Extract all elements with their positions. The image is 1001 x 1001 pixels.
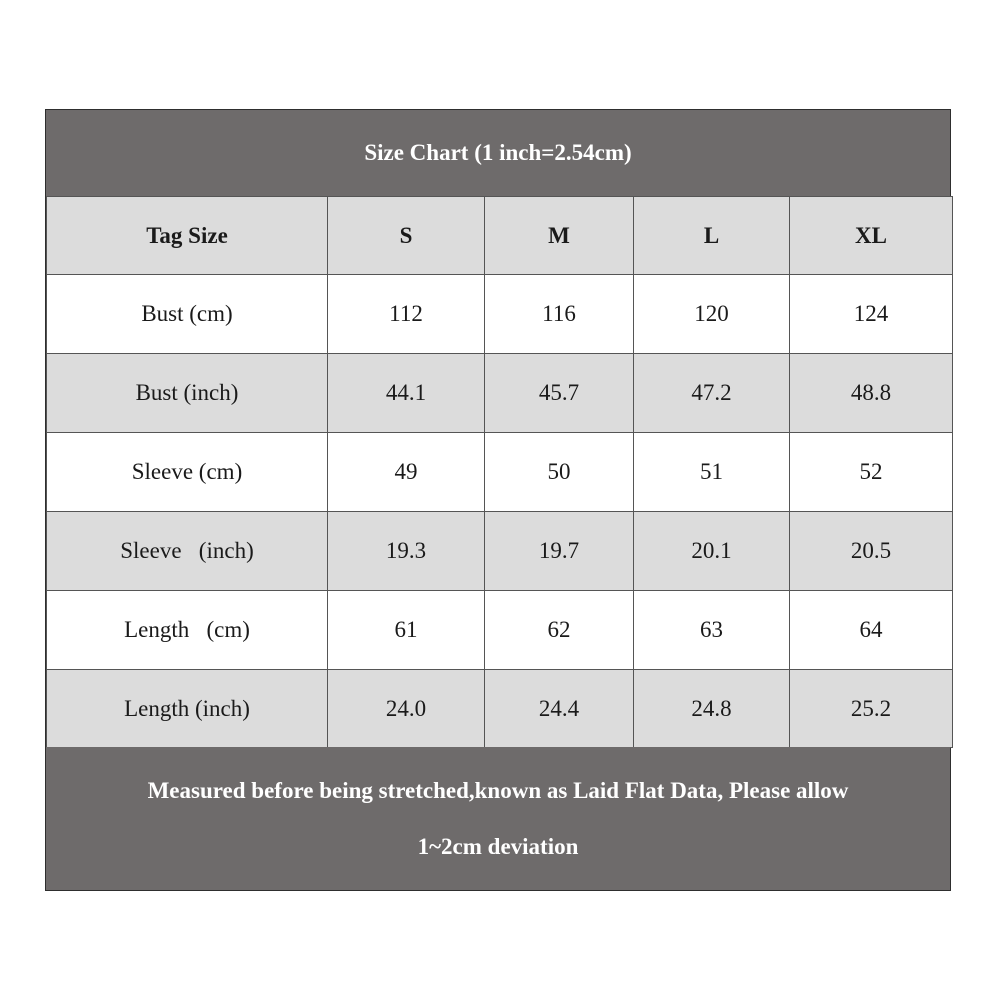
note-line-2: 1~2cm deviation [417,833,579,859]
row-label: Sleeve (inch) [47,512,328,591]
header-cell-m: M [485,197,634,275]
table-cell: 49 [328,433,485,512]
table-row [47,275,953,354]
size-chart [45,109,951,891]
note-line-1: Measured before being stretched,known as Laid Flat Data, Please allow [147,777,849,803]
table-cell: 19.3 [328,512,485,591]
table-cell: 124 [790,275,953,354]
table-cell: 20.1 [634,512,790,591]
table-row [47,354,953,433]
table-cell: 44.1 [328,354,485,433]
table-cell: 50 [485,433,634,512]
table-cell: 20.5 [790,512,953,591]
table-cell: 62 [485,591,634,670]
row-label: Length (inch) [47,670,328,748]
table-cell: 61 [328,591,485,670]
table-cell: 47.2 [634,354,790,433]
measurement-note [46,747,950,890]
table-cell: 116 [485,275,634,354]
table-cell: 51 [634,433,790,512]
table-cell: 52 [790,433,953,512]
table-cell: 112 [328,275,485,354]
table-cell: 25.2 [790,670,953,748]
table-cell: 45.7 [485,354,634,433]
row-label: Bust (inch) [47,354,328,433]
table-cell: 120 [634,275,790,354]
table-cell: 24.8 [634,670,790,748]
table-row [47,670,953,748]
table-cell: 63 [634,591,790,670]
table-row [47,591,953,670]
header-cell-s: S [328,197,485,275]
row-label: Length (cm) [47,591,328,670]
size-table [46,196,953,748]
header-cell-tag-size: Tag Size [47,197,328,275]
size-chart-title: Size Chart (1 inch=2.54cm) [46,110,950,196]
row-label: Sleeve (cm) [47,433,328,512]
table-row [47,433,953,512]
table-row [47,512,953,591]
table-cell: 19.7 [485,512,634,591]
header-cell-l: L [634,197,790,275]
table-cell: 64 [790,591,953,670]
header-cell-xl: XL [790,197,953,275]
table-header-row [47,197,953,275]
table-cell: 48.8 [790,354,953,433]
table-cell: 24.4 [485,670,634,748]
table-cell: 24.0 [328,670,485,748]
row-label: Bust (cm) [47,275,328,354]
